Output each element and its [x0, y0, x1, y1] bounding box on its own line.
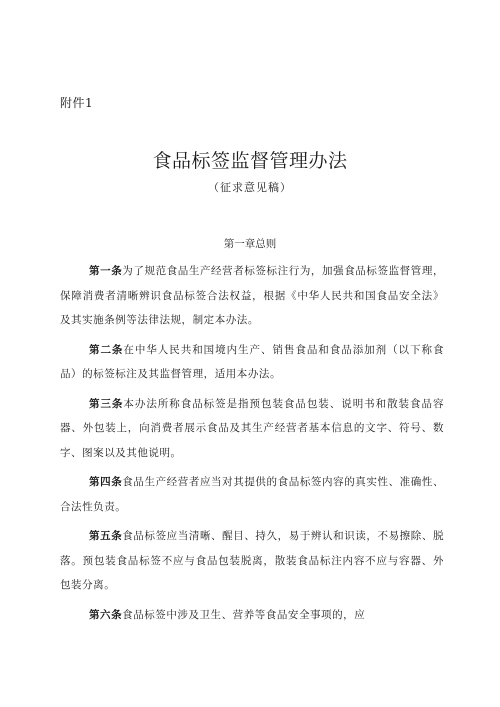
- attachment-label: 附件1: [60, 96, 94, 110]
- article-paragraph: [60, 524, 444, 598]
- article-text: 食品标签应当清晰、醒目、持久，易于辨认和识读，不易擦除、脱落。预包装食品标签不应与食品包装脱离，散装食品标注内容不应与容器、外包装分离。: [60, 530, 445, 591]
- article-label: 第六条: [89, 608, 123, 621]
- article-text: 在中华人民共和国境内生产、销售食品和食品添加剂（以下称食品）的标签标注及其监督管理，适用本办法。: [60, 343, 444, 380]
- article-text: 为了规范食品生产经营者标签标注行为，加强食品标签监督管理，保障消费者清晰辨识食品标签合法权益，根据《中华人民共和国食品安全法》及其实施条例等法律法规，制定本办法。: [60, 265, 445, 326]
- article-text: 本办法所称食品标签是指预包装食品包装、说明书和散装食品容器、外包装上，向消费者展示食品及其生产经营者基本信息的文字、符号、数字、图案以及其他说明。: [60, 397, 444, 459]
- chapter-heading: 第一章总则: [223, 238, 277, 250]
- document-body: [60, 259, 444, 632]
- article-paragraph: [60, 259, 444, 333]
- article-label: 第一条: [89, 265, 123, 277]
- article-paragraph: [60, 392, 444, 466]
- article-label: 第二条: [89, 343, 124, 356]
- article-text: 食品生产经营者应当对其提供的食品标签内容的真实性、准确性、合法性负责。: [60, 476, 445, 513]
- article-paragraph: [60, 603, 444, 628]
- article-paragraph: [60, 470, 444, 519]
- article-text: 食品标签中涉及卫生、营养等食品安全事项的，应: [122, 608, 366, 621]
- article-label: 第三条: [89, 397, 124, 410]
- article-label: 第四条: [89, 476, 123, 488]
- article-label: 第五条: [89, 530, 123, 542]
- document-title: 食品标签监督管理办法: [152, 150, 348, 172]
- document-subtitle: （征求意见稿）: [208, 181, 292, 194]
- article-paragraph: [60, 338, 444, 387]
